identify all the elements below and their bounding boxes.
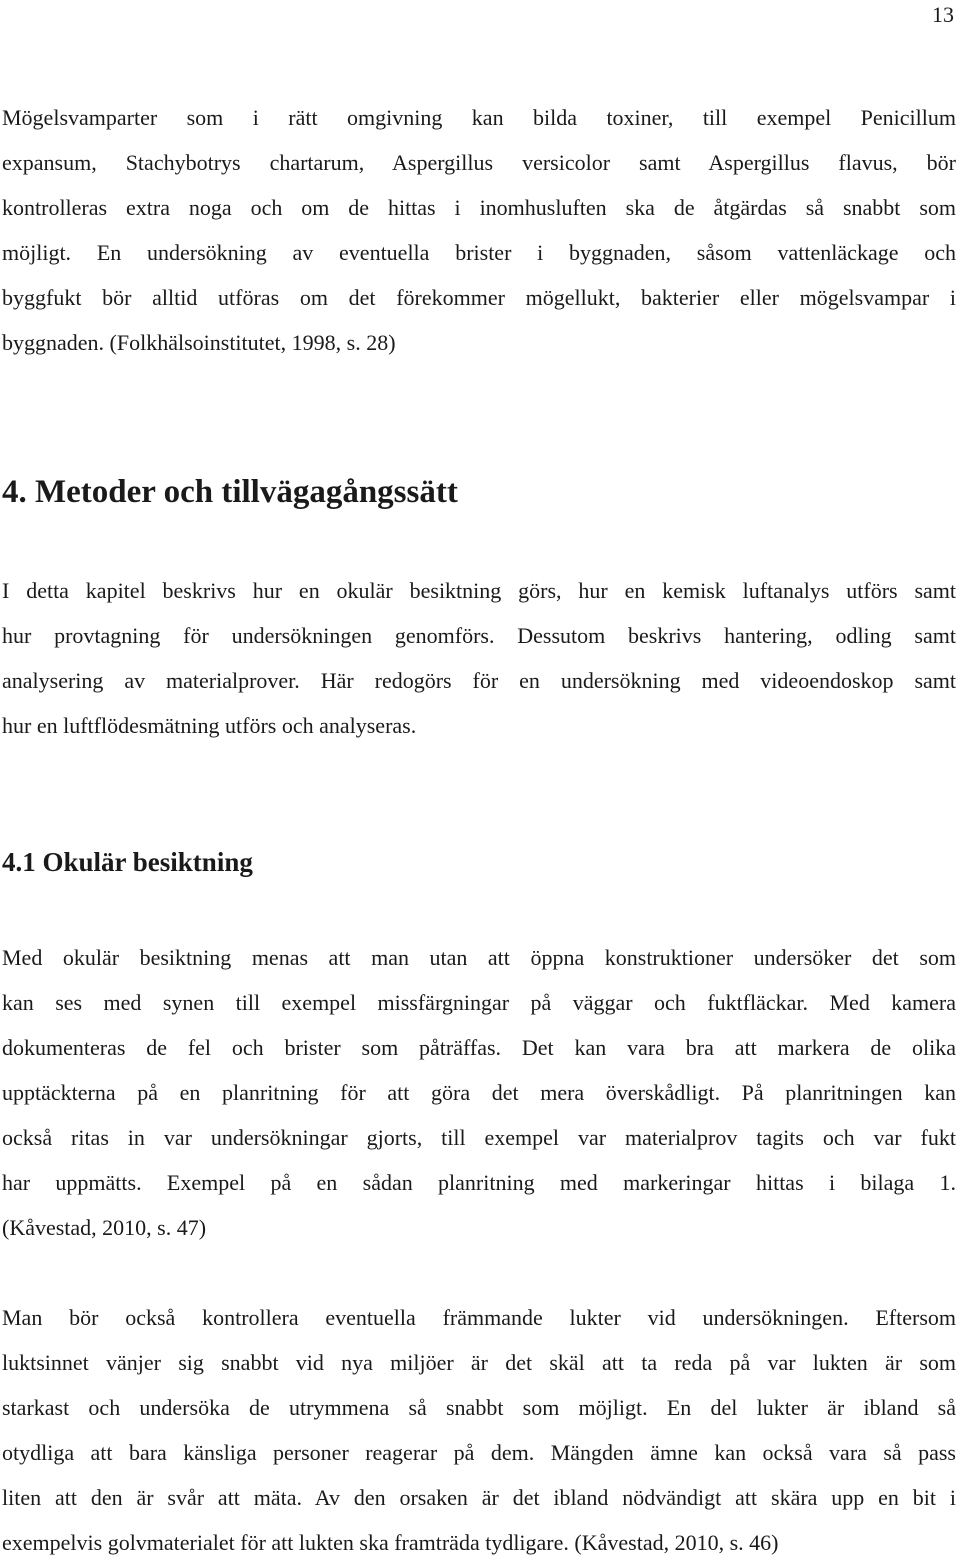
text-line: liten att den är svår att mäta. Av den orsaken är det ibland nödvändigt att skära upp en bit i bbox=[2, 1485, 956, 1510]
text-line: hur provtagning för undersökningen genomförs. Dessutom beskrivs hantering, odling samt bbox=[2, 623, 956, 648]
paragraph-mold-species bbox=[2, 95, 956, 365]
text-line: upptäckterna på en planritning för att göra det mera överskådligt. På planritningen kan bbox=[2, 1080, 956, 1105]
text-line: kan ses med synen till exempel missfärgningar på väggar och fuktfläckar. Med kamera bbox=[2, 990, 956, 1015]
text-line: möjligt. En undersökning av eventuella brister i byggnaden, såsom vattenläckage och bbox=[2, 240, 956, 265]
subsection-heading-visual-inspection: 4.1 Okulär besiktning bbox=[2, 847, 253, 877]
text-line: expansum, Stachybotrys chartarum, Aspergillus versicolor samt Aspergillus flavus, bör bbox=[2, 150, 956, 175]
page-number: 13 bbox=[932, 2, 954, 27]
text-line: (Kåvestad, 2010, s. 47) bbox=[2, 1215, 207, 1240]
text-line: också ritas in var undersökningar gjorts, till exempel var materialprov tagits och var fukt bbox=[2, 1125, 956, 1150]
text-line: byggfukt bör alltid utföras om det förekommer mögellukt, bakterier eller mögelsvampar i bbox=[2, 285, 956, 310]
text-line: starkast och undersöka de utrymmena så snabbt som möjligt. En del lukter är ibland så bbox=[2, 1395, 956, 1420]
text-line: kontrolleras extra noga och om de hittas i inomhusluften ska de åtgärdas så snabbt som bbox=[2, 195, 956, 220]
text-line: Man bör också kontrollera eventuella främmande lukter vid undersökningen. Eftersom bbox=[2, 1305, 956, 1330]
text-line: exempelvis golvmaterialet för att lukten ska framträda tydligare. (Kåvestad, 2010, s. 46) bbox=[2, 1530, 779, 1555]
text-line: Mögelsvamparter som i rätt omgivning kan bilda toxiner, till exempel Penicillum bbox=[2, 105, 956, 130]
text-line: byggnaden. (Folkhälsoinstitutet, 1998, s. 28) bbox=[2, 330, 396, 355]
paragraph-odours bbox=[2, 1295, 956, 1565]
text-line: analysering av materialprover. Här redogörs för en undersökning med videoendoskop samt bbox=[2, 668, 956, 693]
text-line: I detta kapitel beskrivs hur en okulär besiktning görs, hur en kemisk luftanalys utförs samt bbox=[2, 578, 956, 603]
text-line: Med okulär besiktning menas att man utan att öppna konstruktioner undersöker det som bbox=[2, 945, 956, 970]
text-line: har uppmätts. Exempel på en sådan planritning med markeringar hittas i bilaga 1. bbox=[2, 1170, 956, 1195]
text-line: dokumenteras de fel och brister som påträffas. Det kan vara bra att markera de olika bbox=[2, 1035, 956, 1060]
section-heading-methods: 4. Metoder och tillvägagångssätt bbox=[2, 474, 458, 510]
text-line: otydliga att bara känsliga personer reagerar på dem. Mängden ämne kan också vara så pass bbox=[2, 1440, 956, 1465]
text-line: luktsinnet vänjer sig snabbt vid nya miljöer är det skäl att ta reda på var lukten är som bbox=[2, 1350, 956, 1375]
text-line: hur en luftflödesmätning utförs och analyseras. bbox=[2, 713, 417, 738]
paragraph-visual-inspection bbox=[2, 935, 956, 1250]
paragraph-chapter-intro bbox=[2, 568, 956, 748]
